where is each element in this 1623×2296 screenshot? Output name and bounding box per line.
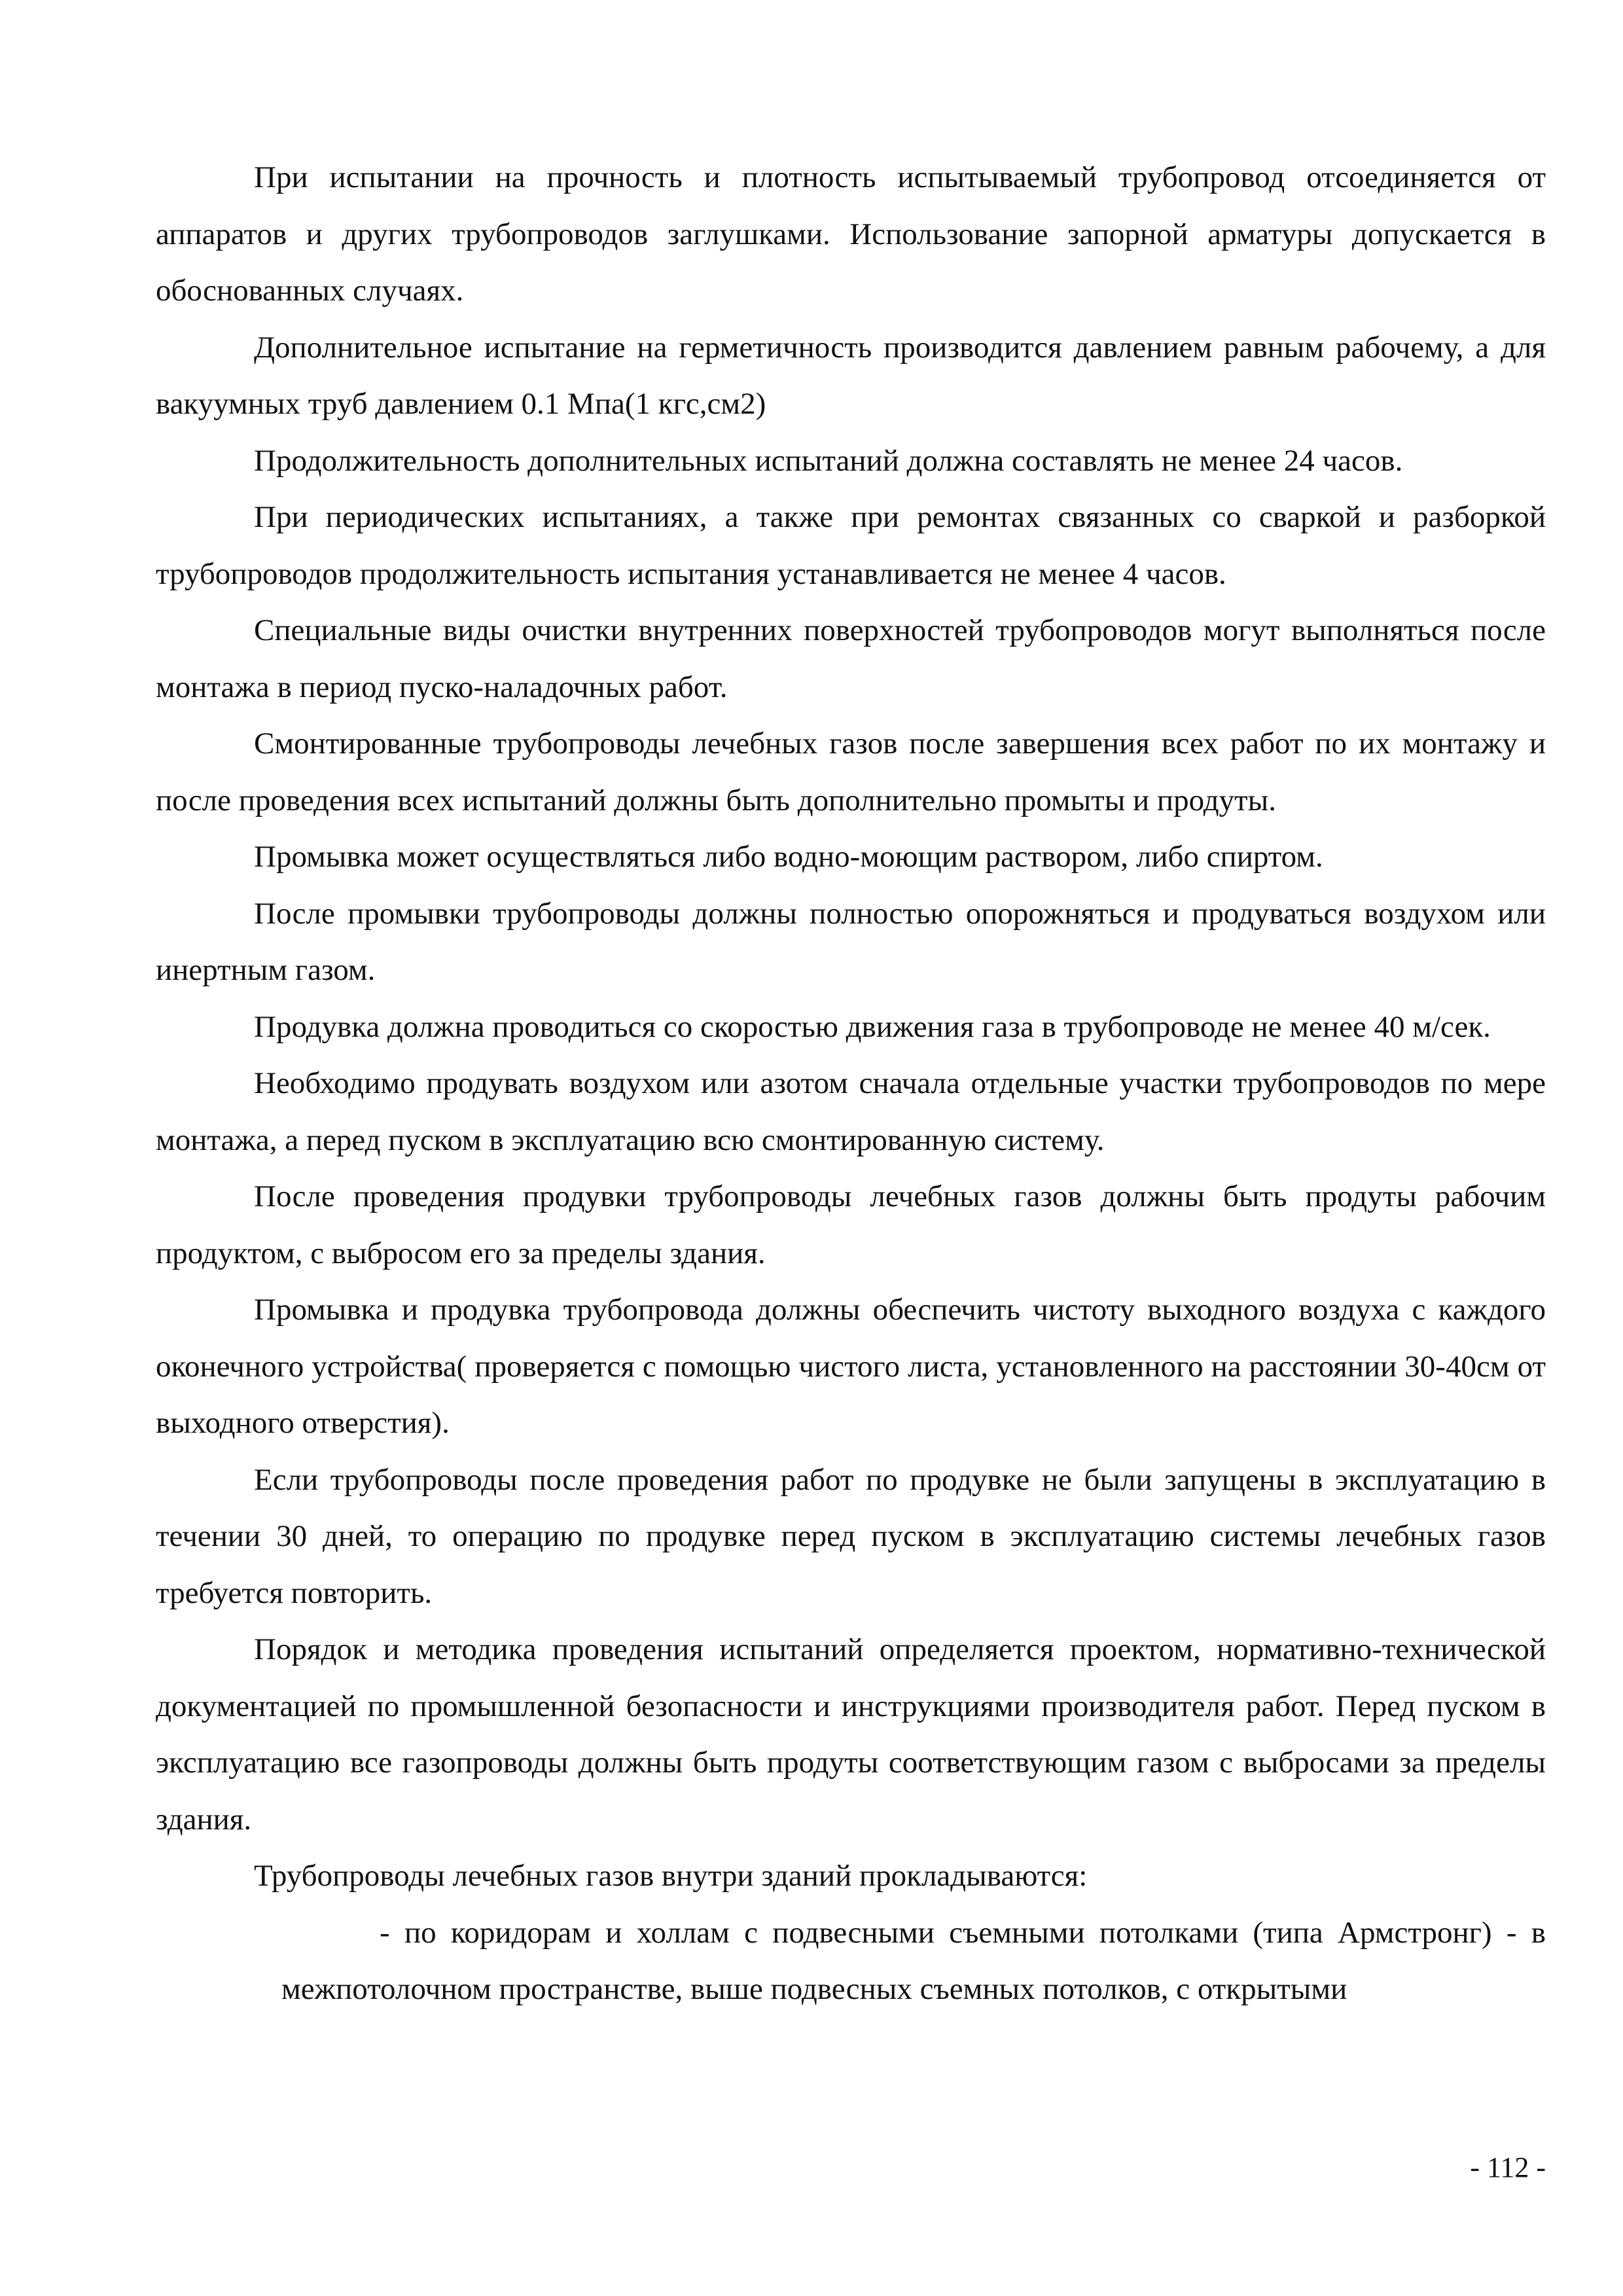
- paragraph-strength-test: При испытании на прочность и плотность испытываемый трубопровод отсоединяется от аппаратов и других трубопроводов заглушками. Использование запорной арматуры допускается в обоснованных случаях.: [156, 160, 1546, 308]
- paragraph-purge-sections: Необходимо продувать воздухом или азотом сначала отдельные участки трубопроводов по мере монтажа, а перед пуском в эксплуатацию всю смонтированную систему.: [156, 1066, 1546, 1157]
- paragraph-periodic-tests: При периодических испытаниях, а также при ремонтах связанных со сваркой и разборкой трубопроводов продолжительность испытания устанавливается не менее 4 часов.: [156, 500, 1546, 591]
- paragraph-product-purge: После проведения продувки трубопроводы лечебных газов должны быть продуты рабочим продуктом, с выбросом его за пределы здания.: [156, 1179, 1546, 1270]
- paragraph-leak-test: Дополнительное испытание на герметичность производится давлением равным рабочему, а для вакуумных труб давлением 0.1 Мпа(1 кгс,см2): [156, 330, 1546, 421]
- list-item-corridors: - по коридорам и холлам с подвесными съемными потолками (типа Армстронг) - в межпотолочном пространстве, выше подвесных съемных потолков, с открытыми: [281, 1915, 1546, 2006]
- body-text: [156, 149, 1546, 2018]
- paragraph-special-cleaning: Специальные виды очистки внутренних поверхностей трубопроводов могут выполняться после монтажа в период пуско-наладочных работ.: [156, 613, 1546, 704]
- paragraph-flushing-method: Промывка может осуществляться либо водно-моющим раствором, либо спиртом.: [254, 840, 1323, 874]
- paragraph-flushing-required: Смонтированные трубопроводы лечебных газов после завершения всех работ по их монтажу и после проведения всех испытаний должны быть дополнительно промыты и продуты.: [156, 726, 1546, 817]
- paragraph-routing-intro: Трубопроводы лечебных газов внутри зданий прокладываются:: [254, 1859, 1088, 1893]
- paragraph-purge-speed: Продувка должна проводиться со скоростью движения газа в трубопроводе не менее 40 м/сек.: [254, 1009, 1491, 1044]
- paragraph-test-procedure: Порядок и методика проведения испытаний определяется проектом, нормативно-технической документацией по промышленной безопасности и инструкциями производителя работ. Перед пуском в эксплуатацию все газопроводы должны быть продуты соответствующим газом с выбросами за пределы здания.: [156, 1632, 1546, 1837]
- page-number: - 112 -: [1470, 2151, 1546, 2183]
- paragraph-repeat-purge: Если трубопроводы после проведения работ по продувке не были запущены в эксплуатацию в течении 30 дней, то операцию по продувке перед пуском в эксплуатацию системы лечебных газов требуется повторить.: [156, 1462, 1546, 1610]
- paragraph-after-flushing: После промывки трубопроводы должны полностью опорожняться и продуваться воздухом или инертным газом.: [156, 896, 1546, 987]
- paragraph-test-duration: Продолжительность дополнительных испытаний должна составлять не менее 24 часов.: [254, 443, 1403, 478]
- paragraph-cleanliness: Промывка и продувка трубопровода должны обеспечить чистоту выходного воздуха с каждого оконечного устройства( проверяется с помощью чистого листа, установленного на расстоянии 30-40см от выходного отверстия).: [156, 1293, 1546, 1440]
